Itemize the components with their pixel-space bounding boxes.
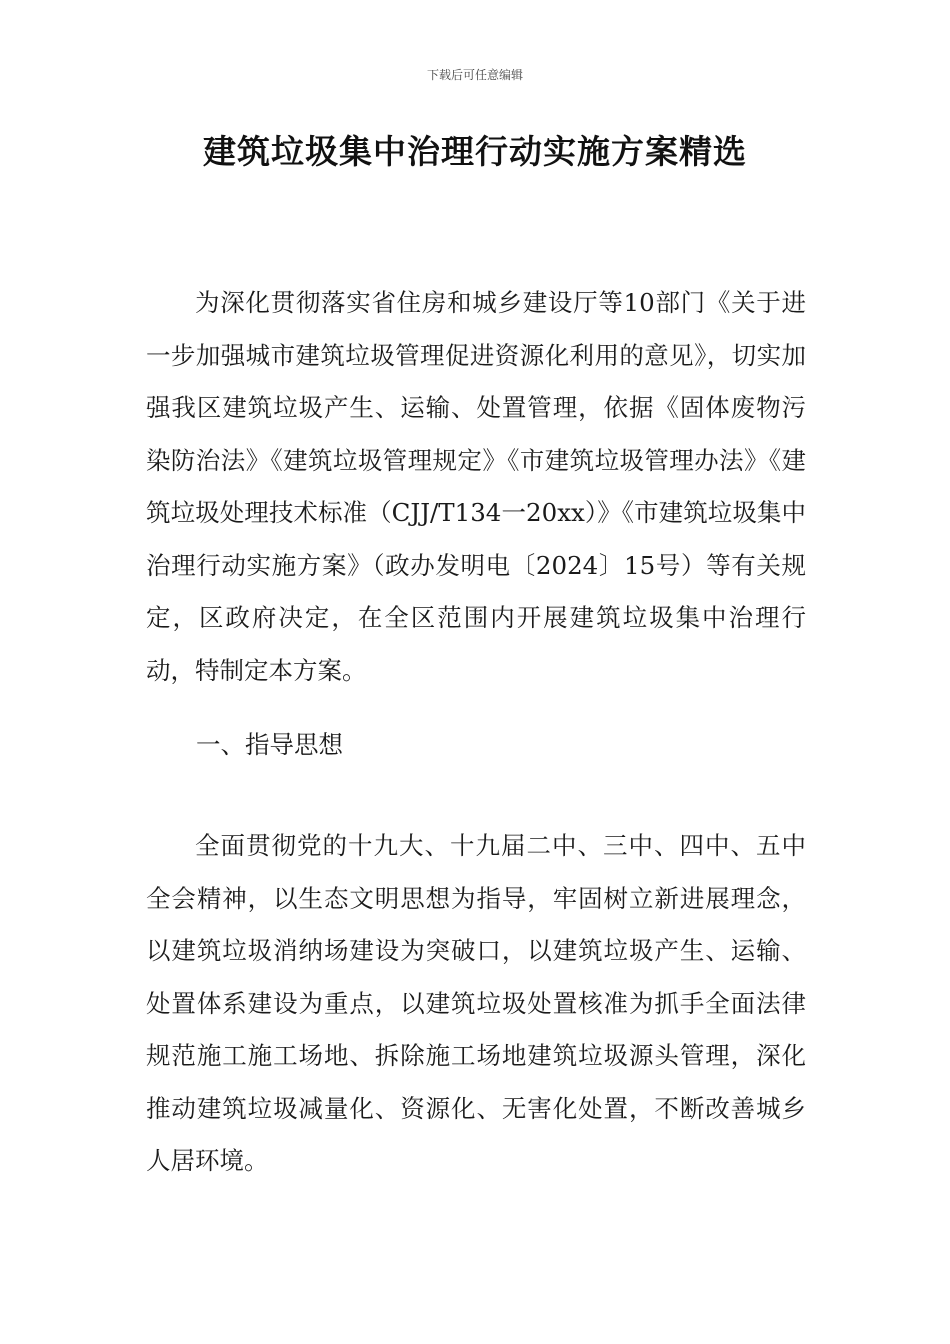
- header-note: 下载后可任意编辑: [426, 68, 523, 82]
- document-title: 建筑垃圾集中治理行动实施方案精选: [203, 132, 747, 171]
- intro-paragraph: 为深化贯彻落实省住房和城乡建设厅等10部门《关于进一步加强城市建筑垃圾管理促进资源化利用的意见》，切实加强我区建筑垃圾产生、运输、处置管理，依据《固体废物污染防治法》《建筑垃圾管理规定》《市建筑垃圾管理办法》《建筑垃圾处理技术标准（CJJ/T134一20xx）》《市建筑垃圾集中治理行动实施方案》（政办发明电〔2024〕15号）等有关规定，区政府决定，在全区范围内开展建筑垃圾集中治理行动，特制定本方案。: [146, 288, 806, 685]
- section-heading-guiding-ideology: 一、指导思想: [196, 730, 343, 759]
- section-body-guiding-ideology: 全面贯彻党的十九大、十九届二中、三中、四中、五中全会精神，以生态文明思想为指导，牢固树立新进展理念，以建筑垃圾消纳场建设为突破口，以建筑垃圾产生、运输、处置体系建设为重点，以建筑垃圾处置核准为抓手全面法律规范施工施工场地、拆除施工场地建筑垃圾源头管理，深化推动建筑垃圾减量化、资源化、无害化处置，不断改善城乡人居环境。: [146, 831, 806, 1175]
